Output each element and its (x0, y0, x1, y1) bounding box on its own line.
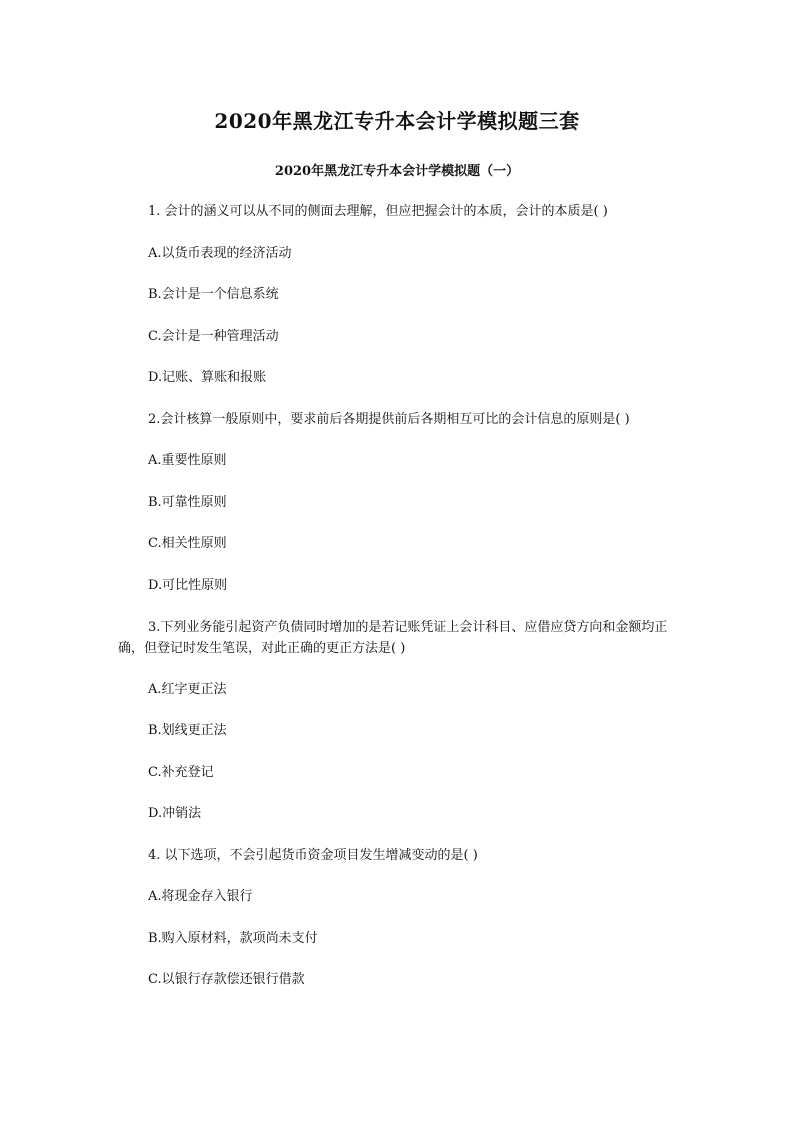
document-subtitle: 2020年黑龙江专升本会计学模拟题（一） (274, 164, 520, 179)
question-1-option-b: B.会计是一个信息系统 (148, 287, 279, 302)
question-1-option-c: C.会计是一种管理活动 (148, 329, 279, 344)
question-2-text: 2.会计核算一般原则中，要求前后各期提供前后各期相互可比的会计信息的原则是( ) (148, 412, 630, 427)
question-2-option-b: B.可靠性原则 (148, 495, 227, 510)
question-4-option-c: C.以银行存款偿还银行借款 (148, 972, 305, 987)
question-3-text: 3.下列业务能引起资产负债同时增加的是若记账凭证上会计科目、应借应贷方向和金额均正确，但登记时发生笔误，对此正确的更正方法是( ) (118, 620, 668, 656)
question-4-option-b: B.购入原材料，款项尚未支付 (148, 931, 318, 946)
question-1-option-a: A.以货币表现的经济活动 (148, 246, 292, 261)
question-2-option-c: C.相关性原则 (148, 536, 227, 551)
question-4-text: 4. 以下选项，不会引起货币资金项目发生增减变动的是( ) (148, 848, 478, 863)
question-1-option-d: D.记账、算账和报账 (148, 370, 267, 385)
question-3-option-b: B.划线更正法 (148, 723, 227, 738)
question-4-option-a: A.将现金存入银行 (148, 889, 253, 904)
question-2-option-a: A.重要性原则 (148, 453, 227, 468)
question-3-option-d: D.冲销法 (148, 806, 202, 821)
question-3-option-a: A.红字更正法 (148, 682, 227, 697)
question-2-option-d: D.可比性原则 (148, 578, 228, 593)
question-1-text: 1. 会计的涵义可以从不同的侧面去理解，但应把握会计的本质，会计的本质是( ) (148, 204, 608, 219)
question-3-option-c: C.补充登记 (148, 765, 214, 780)
document-title: 2020年黑龙江专升本会计学模拟题三套 (214, 109, 580, 133)
